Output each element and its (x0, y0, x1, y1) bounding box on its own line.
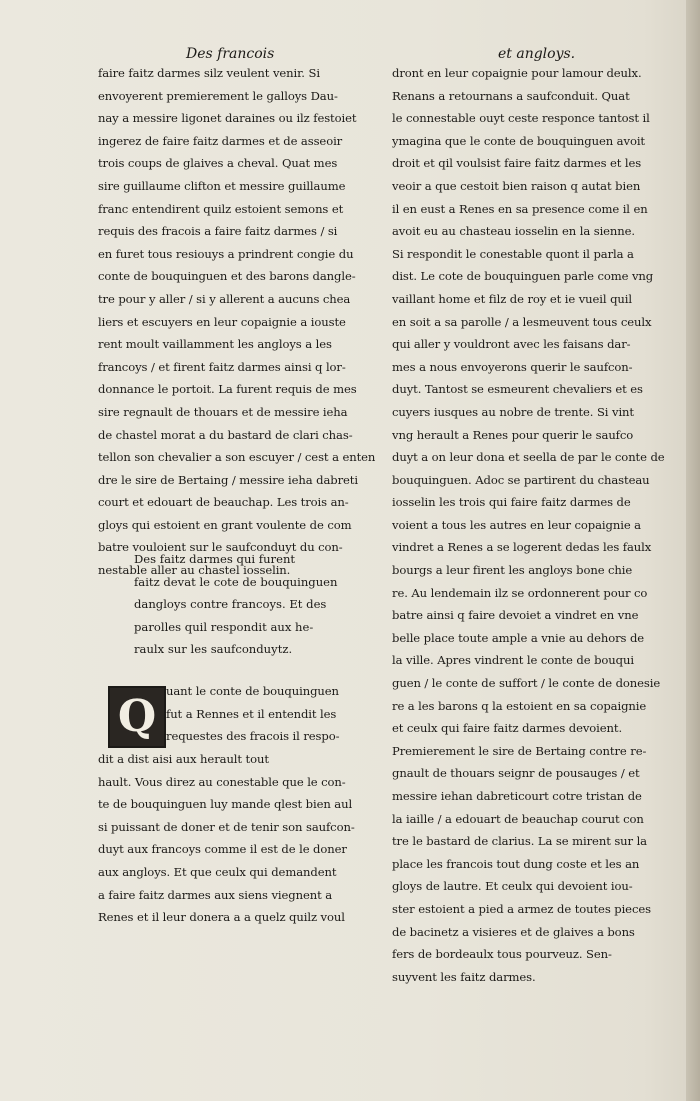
right-column-line: droit et qil voulsist faire faitz darmes et les (392, 156, 642, 171)
left-column-line: tellon son chevalier a son escuyer / cest a enten (98, 450, 376, 465)
left-column-line: tre pour y aller / si y allerent a aucuns chea (98, 291, 351, 306)
left-column-line: gloys qui estoient en grant voulente de com (98, 517, 352, 532)
right-column-line: en soit a sa parolle / a lesmeuvent tous ceulx (392, 314, 652, 329)
left-column-line: sire guillaume clifton et messire guillaume (98, 178, 346, 193)
right-column-line: vaillant home et filz de roy et ie vueil quil (392, 291, 632, 306)
initial-paragraph (166, 680, 378, 748)
right-column-line: Si respondit le conestable quont il parla a (392, 246, 634, 261)
chapter-heading (134, 548, 380, 661)
right-column-line: guen / le conte de suffort / le conte de donesie (392, 676, 661, 691)
left-column-line: donnance le portoit. La furent requis de mes (98, 382, 357, 397)
right-column-line: vindret a Renes a se logerent dedas les faulx (392, 540, 652, 555)
left-column-line: sire regnault de thouars et de messire ieha (98, 404, 348, 419)
right-column-line: voient a tous les autres en leur copaignie a (392, 517, 641, 532)
left-column-line: francoys / et firent faitz darmes ainsi q lor- (98, 359, 346, 374)
right-column-line: dist. Le cote de bouquinguen parle come vng (392, 269, 654, 284)
right-column-line: tre le bastard de clarius. La se mirent sur la (392, 834, 647, 849)
right-column-line: belle place toute ample a vnie au dehors de (392, 630, 645, 645)
right-column-line: cuyers iusques au nobre de trente. Si vint (392, 404, 634, 419)
right-column-line: re. Au lendemain ilz se ordonnerent pour co (392, 585, 648, 600)
right-column-line: veoir a que cestoit bien raison q autat bien (392, 178, 641, 193)
left-column-continuation (98, 748, 378, 929)
right-column-line: et ceulx qui faire faitz darmes devoient. (392, 721, 623, 736)
right-column-line: suyvent les faitz darmes. (392, 969, 536, 984)
right-column-line: avoit eu au chasteau iosselin en la sienne. (392, 224, 636, 239)
right-column-line: ster estoient a pied a armez de toutes pieces (392, 901, 651, 916)
initial-paragraph-line: requestes des fracois il respo- (166, 729, 340, 744)
page-edge (686, 0, 700, 1101)
initial-letter: Q (117, 691, 157, 742)
right-column-line: Renans a retournans a saufconduit. Quat (392, 88, 630, 103)
left-column-line: rent moult vaillamment les angloys a les (98, 337, 332, 352)
left-column (98, 62, 378, 582)
left-column-line: envoyerent premierement le galloys Dau- (98, 88, 338, 103)
initial-paragraph-line: uant le conte de bouquinguen (166, 684, 339, 698)
left-column-line: requis des fracois a faire faitz darmes / si (98, 224, 338, 239)
left-column-line: de chastel morat a du bastard de clari chas- (98, 427, 353, 442)
left-column-line: en furet tous resiouys a prindrent congie du (98, 246, 354, 261)
left-column-line: court et edouart de beauchap. Les trois an- (98, 495, 349, 510)
running-header-left: Des francois (186, 46, 275, 62)
initial-paragraph-line: fut a Rennes et il entendit les (166, 706, 337, 721)
left-column-line: ingerez de faire faitz darmes et de asseoir (98, 133, 343, 148)
left-continuation-line: a faire faitz darmes aux siens viegnent a (98, 887, 333, 902)
left-column-line: nestable aller au chastel iosselin. (98, 563, 291, 578)
right-column-line: qui aller y vouldront avec les faisans dar- (392, 337, 631, 352)
left-continuation-line: hault. Vous direz au conestable que le con- (98, 774, 346, 789)
left-column-line: batre vouloient sur le saufconduyt du con- (98, 540, 343, 555)
left-column-line: liers et escuyers en leur copaignie a iouste (98, 314, 346, 329)
right-column-line: gnault de thouars seignr de pousauges / et (392, 766, 640, 781)
left-continuation-line: te de bouquinguen luy mande qlest bien aul (98, 797, 353, 812)
left-column-line: trois coups de glaives a cheval. Quat mes (98, 156, 338, 171)
chapter-heading-line: dangloys contre francoys. Et des (134, 597, 327, 612)
right-column-line: fers de bordeaulx tous pourveuz. Sen- (392, 947, 612, 962)
right-column-line: messire iehan dabreticourt cotre tristan de (392, 789, 642, 803)
left-column-line: dre le sire de Bertaing / messire ieha dabreti (98, 472, 358, 487)
right-column-line: bourgs a leur firent les angloys bone chie (392, 563, 633, 578)
right-column-line: batre ainsi q faire devoiet a vindret en vne (392, 608, 639, 623)
running-header-right: et angloys. (498, 46, 576, 62)
right-column-line: ymagina que le conte de bouquinguen avoit (392, 133, 645, 148)
right-column-line: il en eust a Renes en sa presence come il en (392, 201, 648, 216)
left-continuation-line: dit a dist aisi aux herault tout (98, 752, 269, 766)
left-column-line: franc entendirent quilz estoient semons et (98, 201, 344, 216)
right-column-line: duyt. Tantost se esmeurent chevaliers et es (392, 382, 643, 397)
left-continuation-line: aux angloys. Et que ceulx qui demandent (98, 864, 337, 879)
left-continuation-line: si puissant de doner et de tenir son saufcon- (98, 819, 355, 834)
decorated-initial (108, 686, 166, 748)
right-column-line: dront en leur copaignie pour lamour deulx. (392, 66, 642, 80)
right-column-line: Premierement le sire de Bertaing contre re- (392, 743, 647, 758)
chapter-heading-line: Des faitz darmes qui furent (134, 552, 296, 566)
right-column-line: duyt a on leur dona et seella de par le conte de (392, 450, 665, 465)
right-column (392, 62, 672, 988)
left-continuation-line: Renes et il leur donera a a quelz quilz voul (98, 910, 345, 925)
left-column-line: faire faitz darmes silz veulent venir. Si (98, 66, 320, 80)
chapter-heading-line: raulx sur les saufconduytz. (134, 642, 293, 657)
chapter-heading-line: faitz devat le cote de bouquinguen (134, 574, 338, 589)
right-column-line: la ville. Apres vindrent le conte de bouqui (392, 653, 634, 668)
left-continuation-line: duyt aux francoys comme il est de le doner (98, 842, 347, 857)
left-column-line: nay a messire ligonet daraines ou ilz festoiet (98, 111, 357, 126)
chapter-heading-line: parolles quil respondit aux he- (134, 619, 314, 634)
right-column-line: la iaille / a edouart de beauchap courut con (392, 811, 644, 826)
right-column-line: iosselin les trois qui faire faitz darmes de (392, 495, 631, 510)
right-column-line: mes a nous envoyerons querir le saufcon- (392, 359, 633, 374)
right-column-line: re a les barons q la estoient en sa copaignie (392, 698, 647, 713)
right-column-line: le connestable ouyt ceste responce tantost il (392, 111, 650, 126)
left-column-line: conte de bouquinguen et des barons dangle- (98, 269, 356, 284)
right-column-line: gloys de lautre. Et ceulx qui devoient iou- (392, 879, 633, 894)
right-column-line: vng herault a Renes pour querir le saufco (392, 427, 634, 442)
right-column-line: place les francois tout dung coste et les an (392, 856, 640, 871)
right-column-line: bouquinguen. Adoc se partirent du chasteau (392, 472, 650, 487)
right-column-line: de bacinetz a visieres et de glaives a bons (392, 924, 635, 939)
